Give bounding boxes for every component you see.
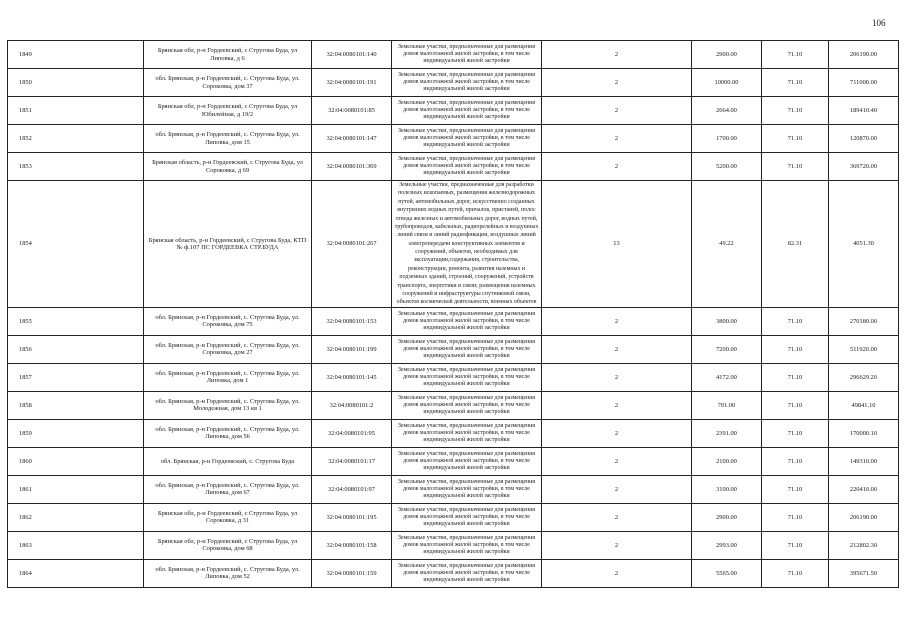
usage-cell: Земельные участки, предназначенные для размещения домов малоэтажной жилой застройки, в том числе индивидуальной жилой застройки	[392, 153, 542, 181]
value-cell: 369720.00	[829, 153, 899, 181]
usage-cell: Земельные участки, предназначенные для размещения домов малоэтажной жилой застройки, в том числе индивидуальной жилой застройки	[392, 41, 542, 69]
value-cell: 511920.00	[829, 335, 899, 363]
usage-cell: Земельные участки, предназначенные для размещения домов малоэтажной жилой застройки, в том числе индивидуальной жилой застройки	[392, 559, 542, 587]
area-cell: 7200.00	[692, 335, 762, 363]
address-cell: обл. Брянская, р-н Гордеевский, с. Струговa Буда, ул. Липовка, дом 15	[144, 125, 312, 153]
value-cell: 212802.30	[829, 531, 899, 559]
table-row	[8, 363, 899, 391]
cadastral-cell: 32:04:0080101:140	[312, 41, 392, 69]
rate-cell: 71.10	[762, 363, 829, 391]
page-number: 106	[872, 18, 886, 28]
registry-body	[8, 41, 899, 588]
cadastral-cell: 32:04:0080101:145	[312, 363, 392, 391]
code-cell: 2	[542, 419, 692, 447]
row-number: 1856	[8, 335, 144, 363]
cadastral-cell: 32:04:0080101:153	[312, 307, 392, 335]
row-number: 1858	[8, 391, 144, 419]
table-row	[8, 181, 899, 308]
code-cell: 2	[542, 335, 692, 363]
code-cell: 2	[542, 97, 692, 125]
area-cell: 701.00	[692, 391, 762, 419]
address-cell: обл. Брянская, р-н Гордеевский, с. Струговa Буда, ул. Липовка, дом 67	[144, 475, 312, 503]
value-cell: 270180.00	[829, 307, 899, 335]
row-number: 1850	[8, 69, 144, 97]
value-cell: 296629.20	[829, 363, 899, 391]
usage-cell: Земельные участки, предназначенные для размещения домов малоэтажной жилой застройки, в том числе индивидуальной жилой застройки	[392, 335, 542, 363]
address-cell: Брянская обл, р-н Гордеевский, с Струговa Буда, ул Сороковка, дом 68	[144, 531, 312, 559]
address-cell: обл. Брянская, р-н Гордеевский, с. Струговa Буда, ул. Сороковка, дом 75	[144, 307, 312, 335]
code-cell: 2	[542, 153, 692, 181]
address-cell: обл. Брянская, р-н Гордеевский, с. Струговa Буда, ул. Молодежная, дом 13 кв 1	[144, 391, 312, 419]
table-row	[8, 419, 899, 447]
value-cell: 149310.00	[829, 447, 899, 475]
table-row	[8, 125, 899, 153]
table-row	[8, 335, 899, 363]
code-cell: 2	[542, 125, 692, 153]
cadastral-cell: 32:04:0080101:191	[312, 69, 392, 97]
rate-cell: 71.10	[762, 97, 829, 125]
row-number: 1855	[8, 307, 144, 335]
value-cell: 120870.00	[829, 125, 899, 153]
table-row	[8, 153, 899, 181]
table-row	[8, 447, 899, 475]
rate-cell: 71.10	[762, 335, 829, 363]
row-number: 1863	[8, 531, 144, 559]
usage-cell: Земельные участки, предназначенные для размещения домов малоэтажной жилой застройки, в том числе индивидуальной жилой застройки	[392, 391, 542, 419]
row-number: 1852	[8, 125, 144, 153]
cadastral-cell: 32:04:0080101:17	[312, 447, 392, 475]
address-cell: обл. Брянская, р-н Гордеевский, с. Струговa Буда, ул. Сороковка, дом 27	[144, 335, 312, 363]
usage-cell: Земельные участки, предназначенные для размещения домов малоэтажной жилой застройки, в том числе индивидуальной жилой застройки	[392, 447, 542, 475]
rate-cell: 71.10	[762, 419, 829, 447]
area-cell: 5200.00	[692, 153, 762, 181]
code-cell: 2	[542, 503, 692, 531]
area-cell: 2100.00	[692, 447, 762, 475]
area-cell: 4172.00	[692, 363, 762, 391]
usage-cell: Земельные участки, предназначенные для разработки полезных ископаемых, размещения железнодорожных путей, автомобильных дорог, искусственно созданных внутренних водных путей, причалов, пристаней, полос отвода железных и автомобильных дорог, водных путей, трубопроводов, кабельных, радиорелейных и воздушных линий связи и линий радиофикации, воздушных линий электропередачи конструктивных элементов и сооружений, объектов, необходимых для эксплуатации,содержания, строительства, реконструкции, ремонта, развития наземных и подземных зданий, строений, сооружений, устройств транспорта, энергетики и связи; размещения наземных сооружений и инфраструктуры спутниковой связи, объектов космической деятельности, военных объектов	[392, 181, 542, 308]
value-cell: 206190.00	[829, 503, 899, 531]
area-cell: 2900.00	[692, 503, 762, 531]
usage-cell: Земельные участки, предназначенные для размещения домов малоэтажной жилой застройки, в том числе индивидуальной жилой застройки	[392, 307, 542, 335]
rate-cell: 71.10	[762, 503, 829, 531]
usage-cell: Земельные участки, предназначенные для размещения домов малоэтажной жилой застройки, в том числе индивидуальной жилой застройки	[392, 419, 542, 447]
area-cell: 2391.00	[692, 419, 762, 447]
area-cell: 2993.00	[692, 531, 762, 559]
usage-cell: Земельные участки, предназначенные для размещения домов малоэтажной жилой застройки, в том числе индивидуальной жилой застройки	[392, 69, 542, 97]
value-cell: 4051.30	[829, 181, 899, 308]
usage-cell: Земельные участки, предназначенные для размещения домов малоэтажной жилой застройки, в том числе индивидуальной жилой застройки	[392, 363, 542, 391]
area-cell: 5565.00	[692, 559, 762, 587]
row-number: 1859	[8, 419, 144, 447]
table-row	[8, 307, 899, 335]
address-cell: Брянская обл, р-н Гордеевский, с Струговa Буда, ул Юбилейная, д 19/2	[144, 97, 312, 125]
table-row	[8, 69, 899, 97]
address-cell: Брянская область, р-н Гордеевский, с Струговa Буда, ул Сороковка, д 69	[144, 153, 312, 181]
cadastral-cell: 32:04:0080101:95	[312, 419, 392, 447]
rate-cell: 71.10	[762, 153, 829, 181]
area-cell: 10000.00	[692, 69, 762, 97]
table-row	[8, 475, 899, 503]
cadastral-cell: 32:04:0080101:267	[312, 181, 392, 308]
value-cell: 49841.10	[829, 391, 899, 419]
cadastral-cell: 32:04:0080101:147	[312, 125, 392, 153]
code-cell: 2	[542, 531, 692, 559]
address-cell: обл. Брянская, р-н Гордеевский, с. Струговa Буда, ул. Сороковка, дом 37	[144, 69, 312, 97]
rate-cell: 71.10	[762, 559, 829, 587]
address-cell: обл. Брянская, р-н Гордеевский, с. Струговa Буда	[144, 447, 312, 475]
code-cell: 2	[542, 559, 692, 587]
code-cell: 13	[542, 181, 692, 308]
table-row	[8, 97, 899, 125]
value-cell: 189410.40	[829, 97, 899, 125]
area-cell: 3100.00	[692, 475, 762, 503]
area-cell: 3800.00	[692, 307, 762, 335]
area-cell: 2664.00	[692, 97, 762, 125]
cadastral-cell: 32:04:0080101:97	[312, 475, 392, 503]
cadastral-cell: 32:04:0080101:195	[312, 503, 392, 531]
cadastral-cell: 32:04:0080101:2	[312, 391, 392, 419]
value-cell: 170000.10	[829, 419, 899, 447]
usage-cell: Земельные участки, предназначенные для размещения домов малоэтажной жилой застройки, в том числе индивидуальной жилой застройки	[392, 475, 542, 503]
rate-cell: 71.10	[762, 531, 829, 559]
table-row	[8, 391, 899, 419]
table-row	[8, 503, 899, 531]
code-cell: 2	[542, 447, 692, 475]
rate-cell: 71.10	[762, 307, 829, 335]
row-number: 1862	[8, 503, 144, 531]
area-cell: 2900.00	[692, 41, 762, 69]
value-cell: 220410.00	[829, 475, 899, 503]
address-cell: Брянская обл, р-н Гордеевский, с Струговa Буда, ул Липовка, д 6	[144, 41, 312, 69]
rate-cell: 71.10	[762, 391, 829, 419]
cadastral-cell: 32:04:0080101:369	[312, 153, 392, 181]
table-row	[8, 531, 899, 559]
row-number: 1851	[8, 97, 144, 125]
code-cell: 2	[542, 307, 692, 335]
address-cell: Брянская область, р-н Гордеевский, с Струговa Буда, КТП № ф.107 ПС ГОРДЕЕВКА СТР.БУДА	[144, 181, 312, 308]
value-cell: 395671.50	[829, 559, 899, 587]
rate-cell: 82.31	[762, 181, 829, 308]
usage-cell: Земельные участки, предназначенные для размещения домов малоэтажной жилой застройки, в том числе индивидуальной жилой застройки	[392, 503, 542, 531]
address-cell: обл. Брянская, р-н Гордеевский, с. Струговa Буда, ул. Липовка, дом 1	[144, 363, 312, 391]
usage-cell: Земельные участки, предназначенные для размещения домов малоэтажной жилой застройки, в том числе индивидуальной жилой застройки	[392, 531, 542, 559]
table-row	[8, 559, 899, 587]
cadastral-cell: 32:04:0080101:159	[312, 559, 392, 587]
cadastral-cell: 32:04:0080101:158	[312, 531, 392, 559]
address-cell: обл. Брянская, р-н Гордеевский, с. Струговa Буда, ул. Липовка, дом 52	[144, 559, 312, 587]
row-number: 1849	[8, 41, 144, 69]
area-cell: 49.22	[692, 181, 762, 308]
rate-cell: 71.10	[762, 69, 829, 97]
row-number: 1857	[8, 363, 144, 391]
rate-cell: 71.10	[762, 475, 829, 503]
address-cell: Брянская обл, р-н Гордеевский, с Струговa Буда, ул Сороковка, д 31	[144, 503, 312, 531]
registry-table	[7, 40, 899, 588]
cadastral-cell: 32:04:0080101:199	[312, 335, 392, 363]
row-number: 1861	[8, 475, 144, 503]
value-cell: 711000.00	[829, 69, 899, 97]
row-number: 1860	[8, 447, 144, 475]
row-number: 1864	[8, 559, 144, 587]
code-cell: 2	[542, 41, 692, 69]
area-cell: 1700.00	[692, 125, 762, 153]
code-cell: 2	[542, 391, 692, 419]
cadastral-cell: 32:04:0080101:85	[312, 97, 392, 125]
code-cell: 2	[542, 475, 692, 503]
value-cell: 206190.00	[829, 41, 899, 69]
usage-cell: Земельные участки, предназначенные для размещения домов малоэтажной жилой застройки, в том числе индивидуальной жилой застройки	[392, 125, 542, 153]
row-number: 1853	[8, 153, 144, 181]
code-cell: 2	[542, 69, 692, 97]
code-cell: 2	[542, 363, 692, 391]
table-row	[8, 41, 899, 69]
rate-cell: 71.10	[762, 447, 829, 475]
rate-cell: 71.10	[762, 41, 829, 69]
address-cell: обл. Брянская, р-н Гордеевский, с. Струговa Буда, ул. Липовка, дом 56	[144, 419, 312, 447]
row-number: 1854	[8, 181, 144, 308]
usage-cell: Земельные участки, предназначенные для размещения домов малоэтажной жилой застройки, в том числе индивидуальной жилой застройки	[392, 97, 542, 125]
rate-cell: 71.10	[762, 125, 829, 153]
